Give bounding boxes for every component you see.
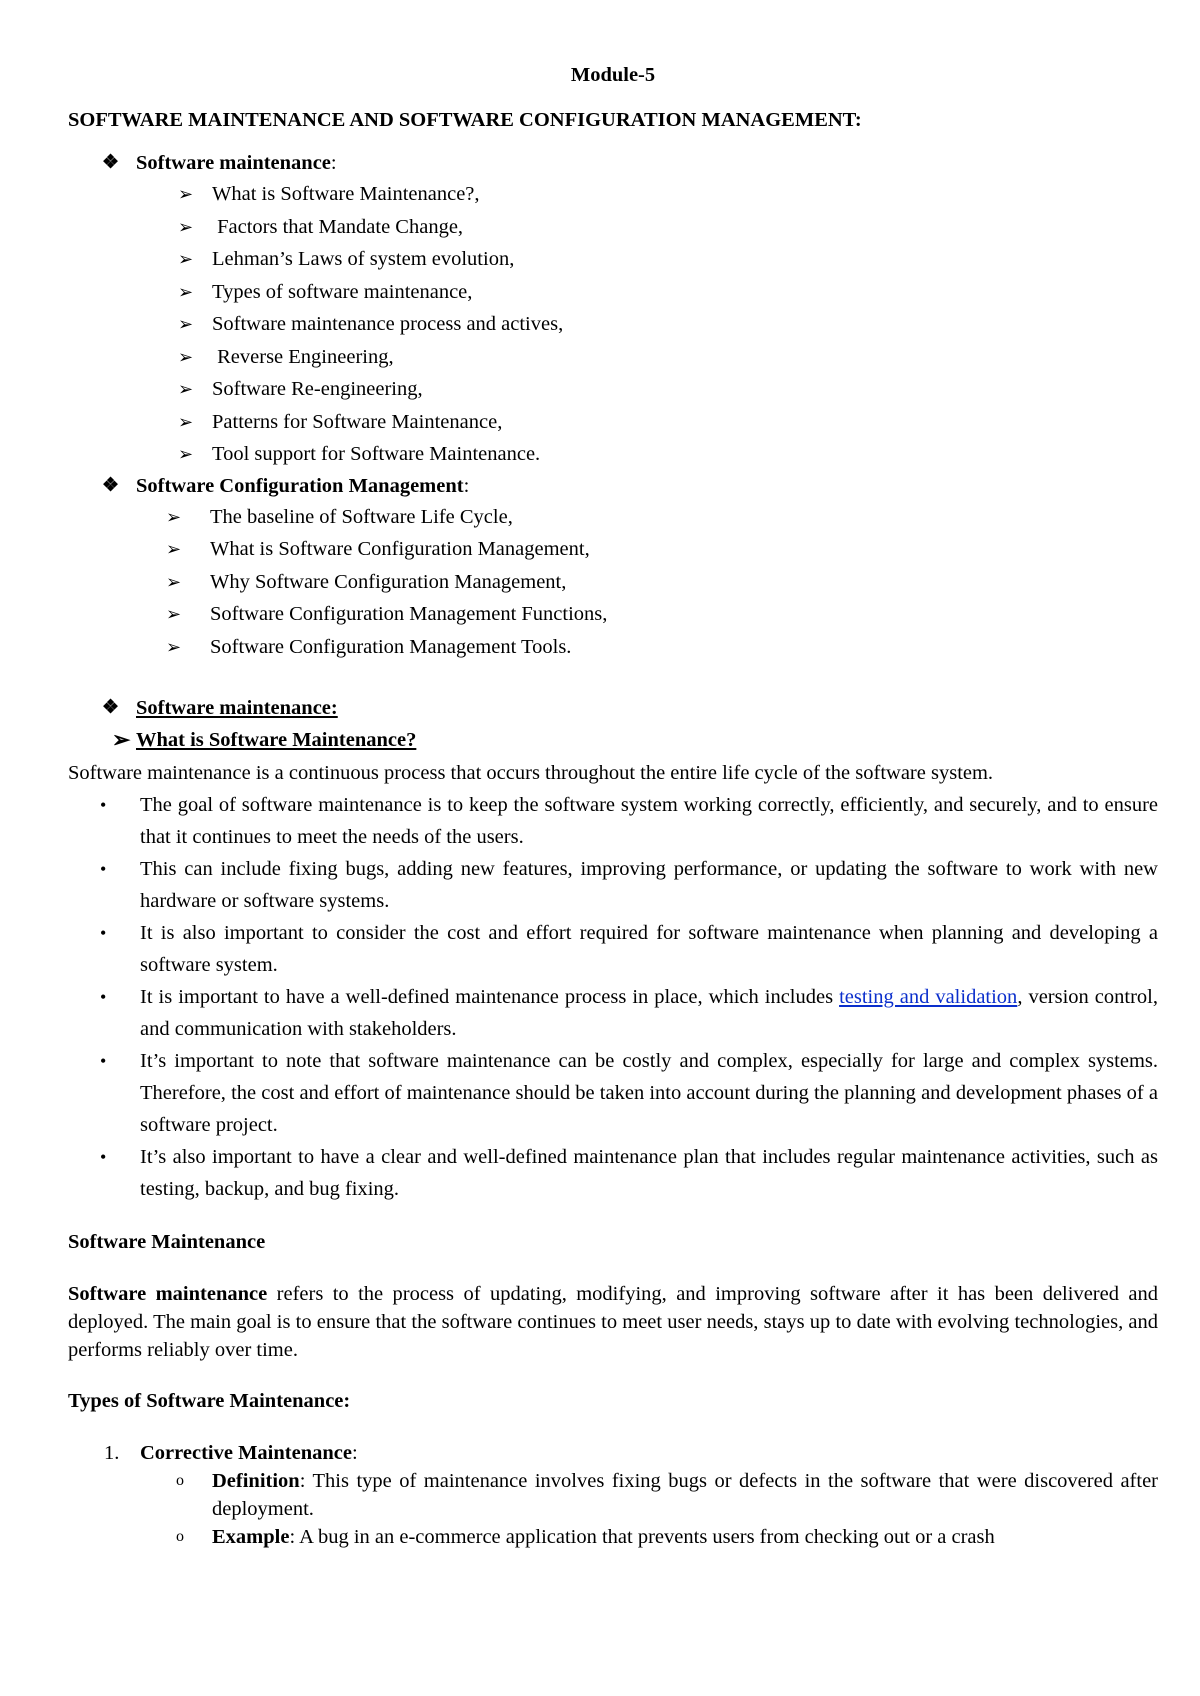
arrow-bullet-icon: ➢	[178, 249, 194, 269]
list-item: o Definition: This type of maintenance involves fixing bugs or defects in the software that were discovered after deployment.	[140, 1467, 1158, 1523]
arrow-bullet-icon: ➢	[178, 314, 194, 334]
section-heading: ❖ Software maintenance:	[68, 693, 1158, 723]
list-item: ➢ What is Software Maintenance?,	[68, 178, 1158, 211]
circle-bullet-icon: o	[176, 1528, 184, 1545]
module-title: Module-5	[570, 64, 656, 86]
list-item: ➢ Software Configuration Management Tools.	[68, 631, 1158, 664]
definition-paragraph: Software maintenance refers to the process of updating, modifying, and improving software after it has been delivered and deployed. The main goal is to ensure that the software continues to meet user needs, stays up to date with evolving technologies, and performs reliably over time.	[68, 1283, 1158, 1361]
list-item: • This can include fixing bugs, adding new features, improving performance, or updating the software to work with new hardware or software systems.	[68, 853, 1158, 917]
software-maintenance-title: Software Maintenance	[68, 1231, 266, 1253]
arrow-bullet-icon: ➢	[166, 636, 182, 657]
type-details	[140, 1467, 1158, 1551]
arrow-bullet-icon: ➢	[166, 604, 182, 624]
circle-bullet-icon: o	[176, 1472, 184, 1489]
toc-section-configuration-management: ❖ Software Configuration Management:	[68, 471, 1158, 501]
list-item: ➢ Factors that Mandate Change,	[68, 211, 1158, 244]
bullet-dot-icon: •	[100, 923, 107, 943]
bullet-list	[68, 789, 1158, 1205]
list-item: • It is important to have a well-defined maintenance process in place, which includes testing and validation, version control, and communication with stakeholders.	[68, 981, 1158, 1045]
list-item: ➢ The baseline of Software Life Cycle,	[68, 501, 1158, 534]
types-title: Types of Software Maintenance:	[68, 1390, 351, 1412]
document-page	[68, 56, 1158, 1551]
list-item: ➢ Why Software Configuration Management,	[68, 566, 1158, 599]
intro-paragraph: Software maintenance is a continuous process that occurs throughout the entire life cycle of the software system.	[68, 762, 994, 784]
bullet-dot-icon: •	[100, 1147, 107, 1167]
toc-list-configuration	[68, 501, 1158, 664]
arrow-bullet-icon: ➢	[178, 281, 194, 302]
list-item: ➢ Software Configuration Management Functions,	[68, 598, 1158, 631]
testing-validation-link[interactable]: testing and validation	[839, 986, 1018, 1008]
list-item: ➢ Software maintenance process and actives,	[68, 308, 1158, 341]
list-item: • The goal of software maintenance is to keep the software system working correctly, efficiently, and securely, and to ensure that it continues to meet the needs of the users.	[68, 789, 1158, 853]
types-list	[68, 1439, 1158, 1551]
list-item: 1. Corrective Maintenance: o Definition: This type of maintenance involves fixing bugs or defects in the software that were discovered after deployment. o Example: A bug in an e-commerce application that prevents users from checking out or a crash	[68, 1439, 1158, 1551]
diamond-bullet-icon: ❖	[102, 152, 120, 173]
main-heading: SOFTWARE MAINTENANCE AND SOFTWARE CONFIGURATION MANAGEMENT:	[68, 109, 862, 131]
arrow-bullet-icon: ➢	[166, 506, 182, 527]
list-item: • It’s important to note that software maintenance can be costly and complex, especially for large and complex systems. Therefore, the cost and effort of maintenance should be taken into account during the planning and development phases of a software project.	[68, 1045, 1158, 1141]
arrow-bullet-icon: ➢	[166, 539, 182, 559]
arrow-bullet-icon: ➢	[178, 346, 194, 367]
arrow-bullet-icon: ➢	[178, 444, 194, 464]
toc-section-software-maintenance: ❖ Software maintenance:	[68, 148, 1158, 178]
diamond-bullet-icon: ❖	[102, 697, 120, 718]
list-item: ➢ Lehman’s Laws of system evolution,	[68, 243, 1158, 276]
list-item: ➢ Patterns for Software Maintenance,	[68, 406, 1158, 439]
bullet-dot-icon: •	[100, 859, 107, 879]
sub-heading: ➢ What is Software Maintenance?	[68, 723, 1158, 757]
arrow-bullet-icon: ➢	[178, 411, 194, 432]
arrow-bullet-icon: ➢	[178, 184, 194, 204]
list-item: • It is also important to consider the cost and effort required for software maintenance when planning and developing a software system.	[68, 917, 1158, 981]
list-item: ➢ What is Software Configuration Management,	[68, 533, 1158, 566]
arrow-bullet-icon: ➢	[178, 216, 194, 237]
list-item: ➢ Reverse Engineering,	[68, 341, 1158, 374]
bullet-dot-icon: •	[100, 1051, 107, 1071]
bullet-dot-icon: •	[100, 987, 107, 1007]
bullet-dot-icon: •	[100, 795, 107, 815]
list-item: ➢ Types of software maintenance,	[68, 276, 1158, 309]
list-item: ➢ Tool support for Software Maintenance.	[68, 438, 1158, 471]
toc-section-label: Software Configuration Management	[136, 474, 464, 497]
toc-section-label: Software maintenance	[136, 152, 331, 174]
arrow-bullet-icon: ➢	[112, 727, 131, 752]
list-item: o Example: A bug in an e-commerce application that prevents users from checking out or a crash	[140, 1523, 1158, 1551]
list-item: • It’s also important to have a clear and well-defined maintenance plan that includes regular maintenance activities, such as testing, backup, and bug fixing.	[68, 1141, 1158, 1205]
list-item: ➢ Software Re-engineering,	[68, 373, 1158, 406]
arrow-bullet-icon: ➢	[178, 379, 194, 399]
diamond-bullet-icon: ❖	[102, 474, 120, 496]
arrow-bullet-icon: ➢	[166, 571, 182, 592]
toc-list-maintenance	[68, 178, 1158, 471]
